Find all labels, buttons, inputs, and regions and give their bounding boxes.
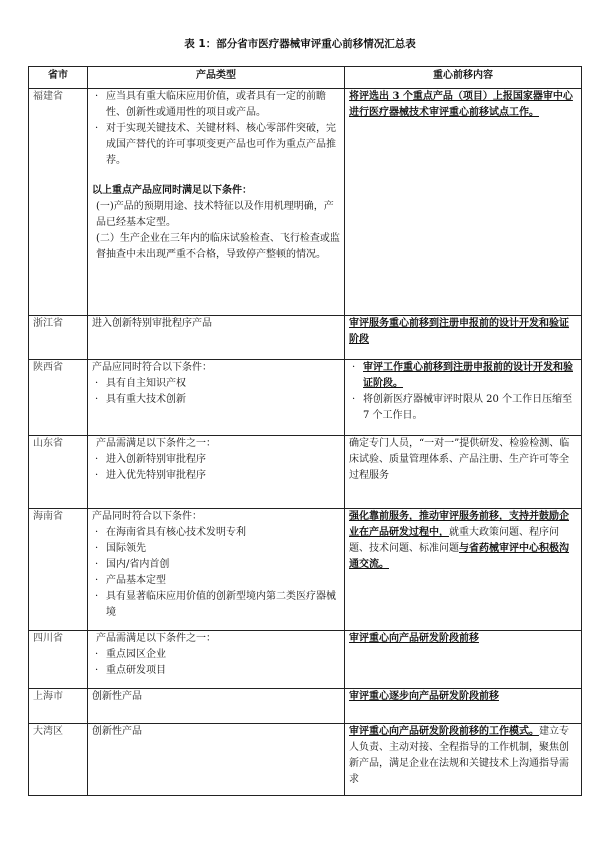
bullet-icon: ·: [95, 591, 99, 602]
bullet-icon: ·: [352, 362, 356, 373]
table-row-shandong: [29, 436, 582, 509]
list-item: · 国内/省内首创: [92, 557, 340, 573]
list-item: · 具有自主知识产权: [92, 376, 340, 392]
table-row-hainan: [29, 509, 582, 631]
table-row-sichuan: [29, 631, 582, 689]
product-type-cell: 创新性产品: [88, 724, 345, 796]
province-cell: 福建省: [29, 89, 88, 316]
bullet-icon: ·: [95, 665, 99, 676]
table-row-dawanqu: [29, 724, 582, 796]
list-item: · 具有重大技术创新: [92, 392, 340, 408]
list-item: · 进入创新特别审批程序: [92, 452, 340, 468]
province-cell: 浙江省: [29, 316, 88, 360]
list-item: · 对于实现关键技术、关键材料、核心零部件突破，完成国产替代的许可事项变更产品也可作为重点产品推荐。: [95, 123, 336, 166]
header-product-type: 产品类型: [88, 67, 345, 89]
bullet-icon: ·: [95, 91, 99, 102]
product-type-cell: 创新性产品: [88, 689, 345, 724]
bullet-icon: ·: [95, 123, 99, 134]
table-row-shanghai: [29, 689, 582, 724]
bullet-icon: ·: [95, 378, 99, 389]
bullet-icon: ·: [95, 394, 99, 405]
summary-table: [28, 66, 582, 796]
province-cell: 海南省: [29, 509, 88, 631]
product-type-cell: [88, 89, 345, 316]
page-title: 表 1：部分省市医疗器械审评重心前移情况汇总表: [184, 38, 416, 50]
province-cell: 山东省: [29, 436, 88, 509]
conditions-intro: 产品应同时符合以下条件：: [92, 362, 212, 373]
shift-content-cell: 审评重心向产品研发阶段前移的工作模式。建立专人负责、主动对接、全程指导的工作机制，聚焦创新产品，满足企业在法规和关键技术上沟通指导需求: [345, 724, 582, 796]
bullet-icon: ·: [95, 454, 99, 465]
list-item: · 重点园区企业: [92, 647, 340, 663]
product-type-cell: [88, 360, 345, 436]
bullet-icon: ·: [95, 575, 99, 586]
product-type-cell: [88, 509, 345, 631]
shift-content-cell: 审评重心逐步向产品研发阶段前移: [345, 689, 582, 724]
conditions-intro: 产品需满足以下条件之一：: [96, 633, 216, 644]
conditions-intro: 产品需满足以下条件之一：: [96, 438, 216, 449]
list-item: · 应当具有重大临床应用价值，或者具有一定的前瞻性、创新性或通用性的项目或产品。: [95, 91, 326, 118]
bullet-icon: ·: [95, 470, 99, 481]
list-item: · 具有显著临床应用价值的创新型境内第二类医疗器械境: [95, 591, 336, 618]
province-cell: 陕西省: [29, 360, 88, 436]
condition-2: (二）生产企业在三年内的临床试验检查、飞行检查或监督抽查中未出现严重不合格，导致停产整顿的情况。: [96, 233, 340, 260]
bullet-icon: ·: [95, 543, 99, 554]
list-item: · 进入优先特别审批程序: [92, 468, 340, 484]
condition-1: (一)产品的预期用途、技术特征以及作用机理明确，产品已经基本定型。: [96, 201, 334, 228]
shift-content-cell: [345, 360, 582, 436]
province-cell: 四川省: [29, 631, 88, 689]
shift-content-cell: 确定专门人员，“一对一”提供研发、检验检测、临床试验、质量管理体系、产品注册、生产许可等全过程服务: [345, 436, 582, 509]
list-item: · 重点研发项目: [92, 663, 340, 679]
shift-content-cell: 审评重心向产品研发阶段前移: [345, 631, 582, 689]
product-type-cell: 进入创新特别审批程序产品: [88, 316, 345, 360]
bullet-icon: ·: [352, 394, 356, 405]
header-shift-content: 重心前移内容: [345, 67, 582, 89]
list-item: · 产品基本定型: [92, 573, 340, 589]
conditions-title: 以上重点产品应同时满足以下条件：: [92, 185, 252, 196]
bullet-icon: ·: [95, 559, 99, 570]
list-item: · 将创新医疗器械审评时限从 20 个工作日压缩至 7 个工作日。: [352, 394, 573, 421]
product-type-cell: [88, 631, 345, 689]
product-type-cell: [88, 436, 345, 509]
table-row-shaanxi: [29, 360, 582, 436]
province-cell: 上海市: [29, 689, 88, 724]
table-row-zhejiang: [29, 316, 582, 360]
shift-content-cell: 强化靠前服务，推动审评服务前移，支持并鼓励企业在产品研发过程中，就重大政策问题、程序问题、技术问题、标准问题与省药械审评中心积极沟通交流。: [345, 509, 582, 631]
bullet-icon: ·: [95, 527, 99, 538]
bullet-icon: ·: [95, 649, 99, 660]
list-item: · 国际领先: [92, 541, 340, 557]
list-item: · 审评工作重心前移到注册申报前的设计开发和验证阶段。: [352, 362, 573, 389]
table-header-row: [29, 67, 582, 89]
table-row-fujian: [29, 89, 582, 316]
province-cell: 大湾区: [29, 724, 88, 796]
shift-content-cell: 将评选出 3 个重点产品（项目）上报国家器审中心进行医疗器械技术审评重心前移试点工作。: [345, 89, 582, 316]
conditions-intro: 产品同时符合以下条件：: [92, 511, 202, 522]
shift-content-cell: 审评服务重心前移到注册申报前的设计开发和验证阶段: [345, 316, 582, 360]
header-province: 省市: [29, 67, 88, 89]
list-item: · 在海南省具有核心技术发明专利: [92, 525, 340, 541]
